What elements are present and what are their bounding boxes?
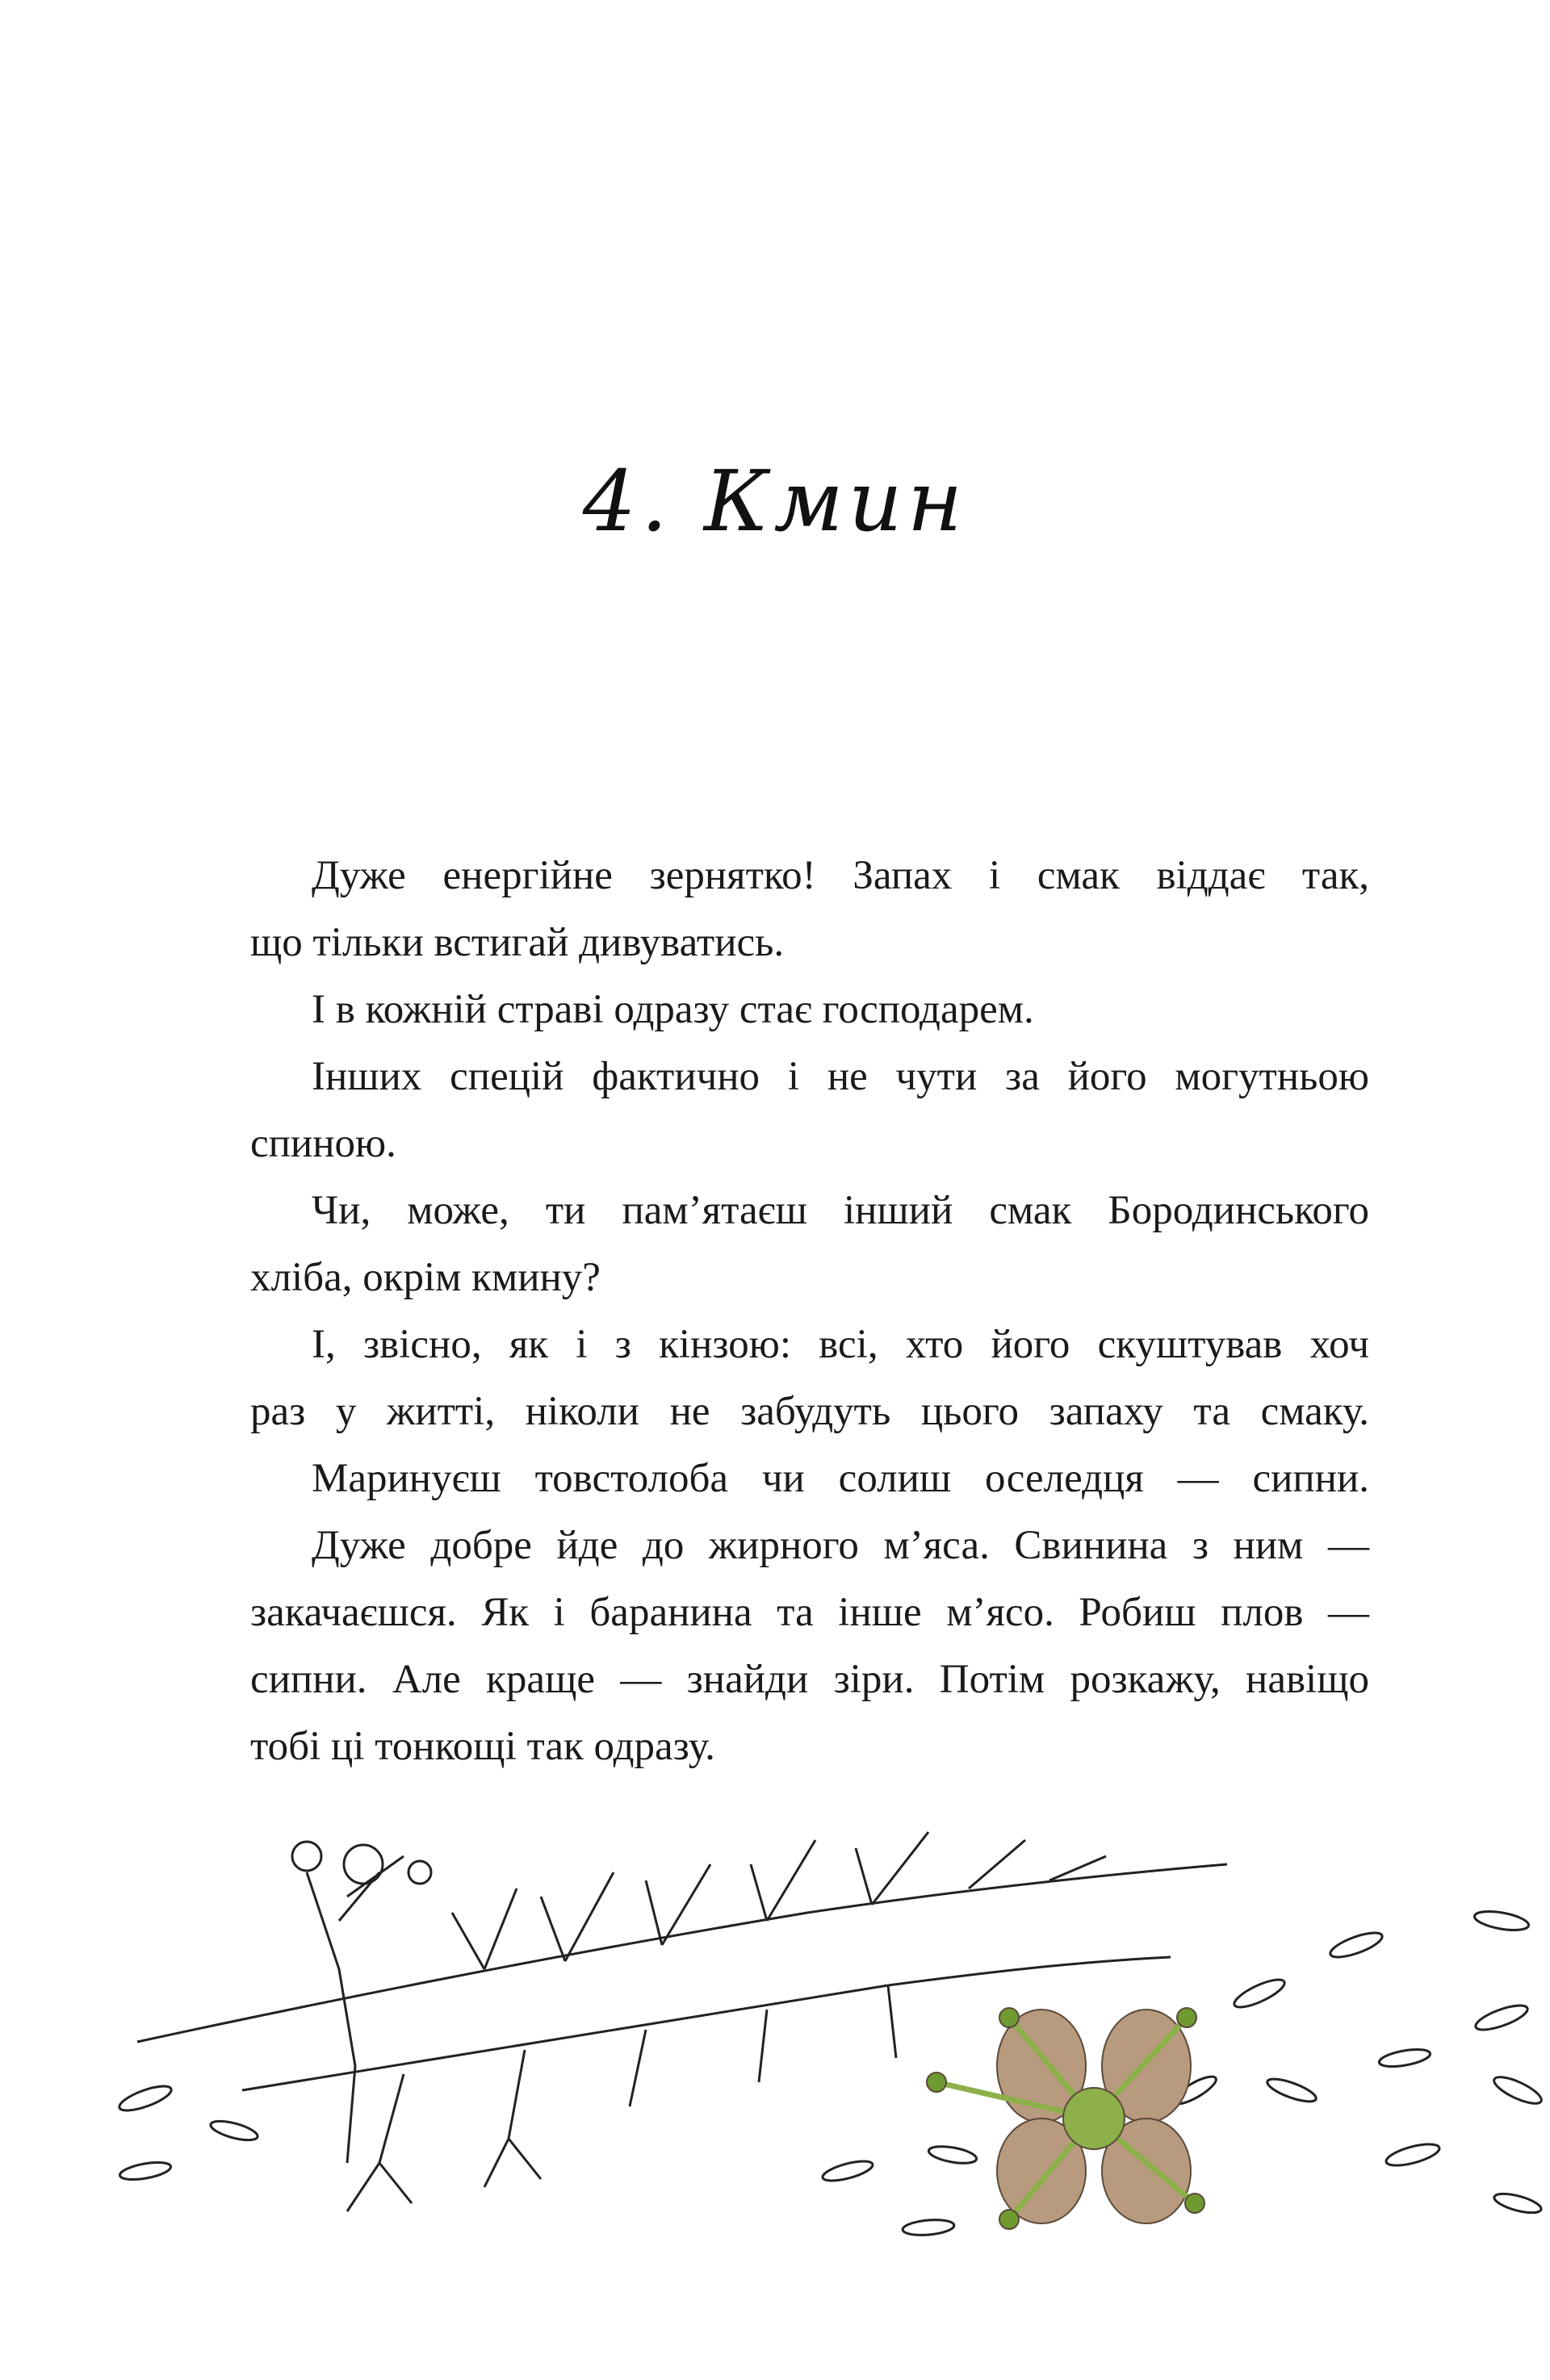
text-line: спиною. — [250, 1121, 396, 1166]
text-line: сипни. Але краще — знайди зіри. Потім розкажу, навіщо — [250, 1657, 1369, 1702]
text-line: раз у житті, ніколи не забудуть цього запаху та смаку. — [250, 1389, 1369, 1434]
text-line: Маринуєш товстолоба чи солиш оселедця — сипни. — [312, 1456, 1369, 1501]
text-line: І, звісно, як і з кінзою: всі, хто його скуштував хоч — [312, 1322, 1369, 1367]
text-line: закачаєшся. Як і баранина та інше м’ясо. Робиш плов — — [250, 1590, 1369, 1635]
text-line: Чи, може, ти пам’ятаєш інший смак Бородинського — [312, 1188, 1369, 1233]
text-line: Дуже енергійне зернятко! Запах і смак віддає так, — [312, 853, 1369, 898]
caraway-illustration — [0, 1824, 1550, 2380]
text-line: Дуже добре йде до жирного м’яса. Свинина з ним — — [312, 1523, 1369, 1568]
text-line: що тільки встигай дивуватись. — [250, 920, 785, 965]
caraway-flower-icon — [927, 2008, 1204, 2229]
chapter-title: 4. Кмин — [582, 452, 968, 550]
caraway-seeds — [117, 1908, 1545, 2237]
text-line: хліба, окрім кмину? — [250, 1255, 601, 1300]
text-line: Інших спецій фактично і не чути за його могутньою — [312, 1054, 1369, 1099]
text-line: тобі ці тонкощі так одразу. — [250, 1724, 715, 1769]
text-line: І в кожній страві одразу стає господарем. — [312, 987, 1034, 1032]
chapter-body — [250, 843, 1369, 1780]
